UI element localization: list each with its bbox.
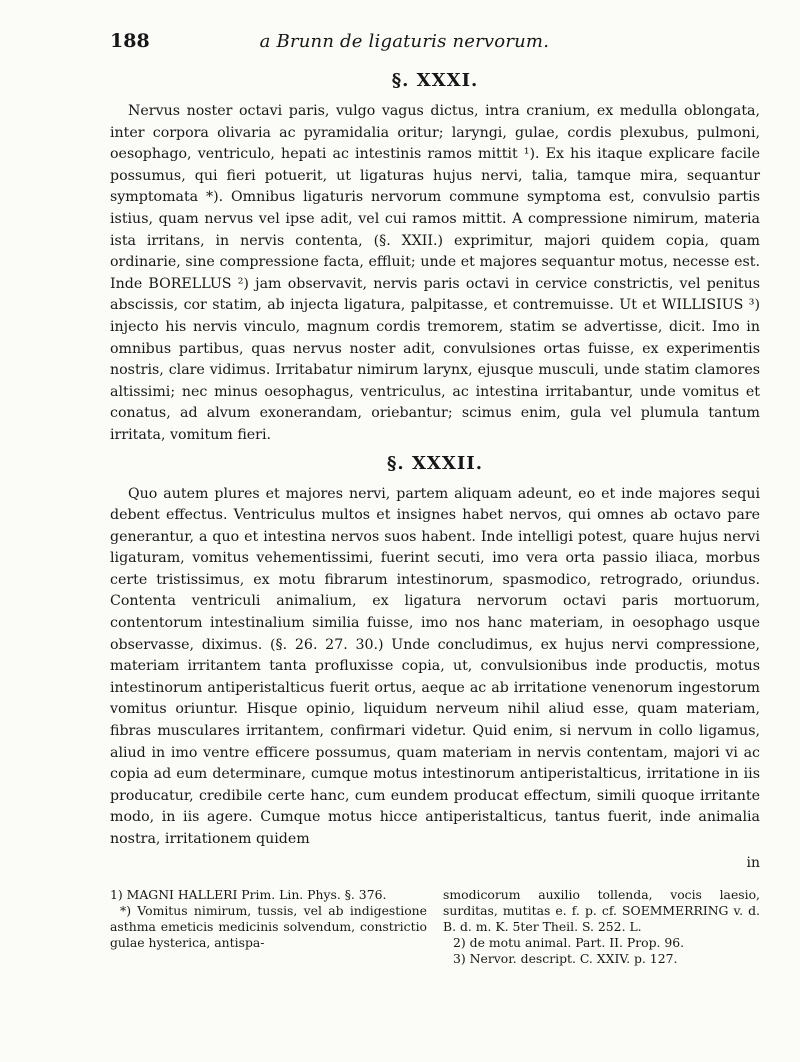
footnotes-right-column — [443, 887, 760, 968]
footnote-3: 3) Nervor. descript. C. XXIV. p. 127. — [453, 951, 678, 967]
section-32-paragraph: Quo autem plures et majores nervi, partem aliquam adeunt, eo et inde majores sequi debent effectus. Ventriculus multos et insignes habet nervos, qui omnes ab octavo pare generantur, a quo et intestina nervos suos habent. Inde intelligi potest, quare hujus nervi ligaturam, vomitus vehementissimi, fuerint secuti, imo vera orta passio iliaca, morbus certe tristissimus, ex motu fibrarum intestinorum, spasmodico, retrogrado, oriundus. Contenta ventriculi animalium, ex ligatura nervorum octavi paris mortuorum, contentorum intestinalium similia fuisse, imo nos hanc materiam, in oesophago usque observasse, diximus. (§. 26. 27. 30.) Unde concludimus, ex hujus nervi compressione, materiam irritantem tanta profluxisse copia, ut, convulsionibus inde productis, motus intestinorum antiperistalticus fuerit ortus, aeque ac ab irritatione venenorum ingestorum vomitus oriuntur. Hisque opinio, liquidum nerveum nihil aliud esse, quam materiam, fibras musculares irritantem, confirmari videtur. Quid enim, si nervum in collo ligamus, aliud in imo ventre efficere possumus, quam materiam in nervis contentam, majori vi ac copia ad eum determinare, cumque motus intestinorum antiperistalticus, irritatione in iis producatur, credibile certe hanc, cum eundem producat effectum, simili quoque irritante modo, in iis agere. Cumque motus hicce antiperistalticus, tantus fuerit, inde animalia nostra, irritationem quidem — [110, 485, 760, 847]
footnote-2: 2) de motu animal. Part. II. Prop. 96. — [453, 935, 685, 951]
page-number: 188 — [110, 30, 150, 52]
catch-word: in — [746, 854, 760, 871]
footnote-asterisk: *) Vomitus nimirum, tussis, vel ab indigestione asthma emeticis medicinis solvendum, constrictio gulae hysterica, antispa- — [110, 902, 427, 951]
footnotes-left-column — [110, 887, 427, 968]
section-heading-32: §. XXXII. — [387, 452, 483, 474]
footnote-1: 1) MAGNI HALLERI Prim. Lin. Phys. §. 376. — [110, 886, 387, 902]
running-head: a Brunn de ligaturis nervorum. — [259, 31, 550, 52]
footnotes — [110, 887, 760, 968]
page-header — [110, 30, 760, 52]
section-31-paragraph: Nervus noster octavi paris, vulgo vagus dictus, intra cranium, ex medulla oblongata, inter corpora olivaria ac pyramidalia oritur; laryngi, gulae, cordis plexubus, pulmoni, oesophago, ventriculo, hepati ac intestinis ramos mittit ¹). Ex his itaque explicare facile possumus, qui fieri potuerit, ut ligaturas hujus nervi, talia, tamque mira, sequantur symptomata *). Omnibus ligaturis nervorum commune symptoma est, convulsio partis istius, quam nervus vel ipse adit, vel cui ramos mittit. A compressione nimirum, materia ista irritans, in nervis contenta, (§. XXII.) exprimitur, majori quidem copia, quam ordinarie, sine compressione facta, effluit; unde et majores sequantur motus, necesse est. Inde BORELLUS ²) jam observavit, nervis paris octavi in cervice constrictis, vel penitus abscissis, cor statim, ab injecta ligatura, palpitasse, et contremuisse. Ut et WILLISIUS ³) injecto his nervis vinculo, magnum cordis tremorem, statim se advertisse, dicit. Imo in omnibus partibus, quas nervus noster adit, convulsiones ortas fuisse, ex experimentis nostris, clare vidimus. Irritabatur nimirum larynx, ejusque musculi, unde statim clamores altissimi; nec minus oesophagus, ventriculus, ac intestina irritabantur, unde vomitus et conatus, ad alvum exonerandam, oriebantur; scimus enim, gula vel plumula tantum irritata, vomitum fieri. — [110, 103, 760, 443]
footnote-asterisk-continued: smodicorum auxilio tollenda, vocis laesio, surditas, mutitas e. f. p. cf. SOEMMERRING v. d. B. d. m. K. 5ter Theil. S. 252. L. — [443, 886, 760, 934]
section-heading-31: §. XXXI. — [391, 70, 479, 91]
